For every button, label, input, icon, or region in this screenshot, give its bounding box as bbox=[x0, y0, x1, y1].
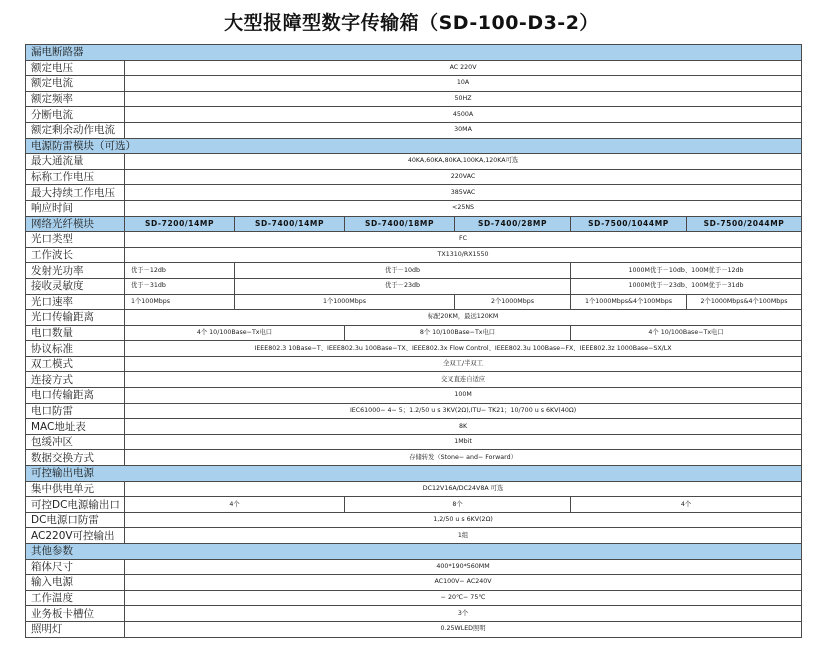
row-label: 最大通流量 bbox=[26, 154, 125, 170]
section-power-output bbox=[26, 466, 802, 482]
table-row bbox=[26, 232, 802, 248]
table-row bbox=[26, 575, 802, 591]
model-header: SD-7200/14MP bbox=[125, 216, 235, 232]
row-value: IEC61000− 4− 5；1.2/50 u s 3KV(2Ω),ITU− TK21；10/700 u s 6KV(40Ω) bbox=[125, 403, 802, 419]
row-value: AC 220V bbox=[125, 60, 802, 76]
row-value: AC100V− AC240V bbox=[125, 575, 802, 591]
row-value: 50HZ bbox=[125, 91, 802, 107]
table-row bbox=[26, 481, 802, 497]
table-row bbox=[26, 263, 802, 279]
row-label: 箱体尺寸 bbox=[26, 559, 125, 575]
section-fiber bbox=[26, 216, 802, 232]
row-value: 1Mbit bbox=[125, 434, 802, 450]
row-value: 4500A bbox=[125, 107, 802, 123]
row-value: 100M bbox=[125, 388, 802, 404]
row-value: <25NS bbox=[125, 200, 802, 216]
row-value: 0.25WLED照明 bbox=[125, 621, 802, 637]
table-row bbox=[26, 60, 802, 76]
row-label: 包缓冲区 bbox=[26, 434, 125, 450]
table-row bbox=[26, 434, 802, 450]
row-label: 响应时间 bbox=[26, 200, 125, 216]
row-label: 连接方式 bbox=[26, 372, 125, 388]
row-value: 40KA,60KA,80KA,100KA,120KA可选 bbox=[125, 154, 802, 170]
page-title: 大型报障型数字传输箱（SD-100-D3-2） bbox=[224, 12, 599, 34]
row-value: 2个1000Mbps bbox=[455, 294, 571, 310]
table-row bbox=[26, 621, 802, 637]
table-row bbox=[26, 200, 802, 216]
row-label: 额定电压 bbox=[26, 60, 125, 76]
table-row bbox=[26, 278, 802, 294]
row-label: 照明灯 bbox=[26, 621, 125, 637]
row-value: 8个 bbox=[345, 497, 571, 513]
row-label: 可控DC电源输出口 bbox=[26, 497, 125, 513]
model-header: SD-7500/1044MP bbox=[571, 216, 687, 232]
table-row bbox=[26, 419, 802, 435]
row-value: DC12V16A/DC24V8A 可选 bbox=[125, 481, 802, 497]
row-value: TX1310/RX1550 bbox=[125, 247, 802, 263]
row-value: 标配20KM，最远120KM bbox=[125, 310, 802, 326]
row-value: 4个 bbox=[571, 497, 802, 513]
table-row bbox=[26, 341, 802, 357]
row-label: 接收灵敏度 bbox=[26, 278, 125, 294]
row-label: 数据交换方式 bbox=[26, 450, 125, 466]
row-label: MAC地址表 bbox=[26, 419, 125, 435]
table-row bbox=[26, 169, 802, 185]
row-value: 1000M优于－23db、100M优于－31db bbox=[571, 278, 802, 294]
row-value: 8K bbox=[125, 419, 802, 435]
row-value: 1个1000Mbps&4个100Mbps bbox=[571, 294, 687, 310]
table-row bbox=[26, 450, 802, 466]
table-row bbox=[26, 606, 802, 622]
table-row bbox=[26, 247, 802, 263]
section-header: 其他参数 bbox=[26, 544, 802, 560]
row-value: 1组 bbox=[125, 528, 802, 544]
section-header: 网络光纤模块 bbox=[26, 216, 125, 232]
table-row bbox=[26, 294, 802, 310]
row-label: 协议标准 bbox=[26, 341, 125, 357]
section-other bbox=[26, 544, 802, 560]
row-label: 业务板卡槽位 bbox=[26, 606, 125, 622]
table-row bbox=[26, 122, 802, 138]
row-label: 电口防雷 bbox=[26, 403, 125, 419]
section-header: 漏电断路器 bbox=[26, 45, 802, 61]
table-row bbox=[26, 590, 802, 606]
table-row bbox=[26, 76, 802, 92]
model-header: SD-7400/28MP bbox=[455, 216, 571, 232]
section-header: 电源防雷模块（可选） bbox=[26, 138, 802, 154]
row-value: 2个1000Mbps&4个100Mbps bbox=[687, 294, 802, 310]
row-label: 集中供电单元 bbox=[26, 481, 125, 497]
row-value: 优于－23db bbox=[235, 278, 571, 294]
table-row bbox=[26, 388, 802, 404]
row-value: 385VAC bbox=[125, 185, 802, 201]
table-row bbox=[26, 310, 802, 326]
model-header: SD-7400/18MP bbox=[345, 216, 455, 232]
model-header: SD-7400/14MP bbox=[235, 216, 345, 232]
row-value: 4个 bbox=[125, 497, 345, 513]
row-value: 1000M优于－10db、100M优于－12db bbox=[571, 263, 802, 279]
row-label: 输入电源 bbox=[26, 575, 125, 591]
row-value: 30MA bbox=[125, 122, 802, 138]
table-row bbox=[26, 559, 802, 575]
row-label: 发射光功率 bbox=[26, 263, 125, 279]
table-row bbox=[26, 325, 802, 341]
row-value: 4个 10/100Base−Tx电口 bbox=[571, 325, 802, 341]
section-header: 可控输出电源 bbox=[26, 466, 802, 482]
model-header: SD-7500/2044MP bbox=[687, 216, 802, 232]
row-label: 光口速率 bbox=[26, 294, 125, 310]
row-value: 优于－10db bbox=[235, 263, 571, 279]
row-value: 优于－31db bbox=[125, 278, 235, 294]
row-label: 最大持续工作电压 bbox=[26, 185, 125, 201]
spec-table bbox=[25, 44, 802, 638]
row-value: 1个1000Mbps bbox=[235, 294, 455, 310]
row-value: 4个 10/100Base−Tx电口 bbox=[125, 325, 345, 341]
row-value: 400*190*560MM bbox=[125, 559, 802, 575]
section-surge bbox=[26, 138, 802, 154]
row-label: 标称工作电压 bbox=[26, 169, 125, 185]
row-label: 双工模式 bbox=[26, 356, 125, 372]
row-label: AC220V可控输出 bbox=[26, 528, 125, 544]
table-row bbox=[26, 403, 802, 419]
table-row bbox=[26, 528, 802, 544]
table-row bbox=[26, 512, 802, 528]
row-value: 220VAC bbox=[125, 169, 802, 185]
table-row bbox=[26, 91, 802, 107]
row-value: FC bbox=[125, 232, 802, 248]
row-value: 优于－12db bbox=[125, 263, 235, 279]
row-label: 额定电流 bbox=[26, 76, 125, 92]
row-value: − 20℃− 75℃ bbox=[125, 590, 802, 606]
row-label: 工作波长 bbox=[26, 247, 125, 263]
row-value: 1个100Mbps bbox=[125, 294, 235, 310]
row-value: 3个 bbox=[125, 606, 802, 622]
row-label: 工作温度 bbox=[26, 590, 125, 606]
row-value: 10A bbox=[125, 76, 802, 92]
row-label: 额定频率 bbox=[26, 91, 125, 107]
table-row bbox=[26, 372, 802, 388]
row-label: 电口传输距离 bbox=[26, 388, 125, 404]
row-label: 额定剩余动作电流 bbox=[26, 122, 125, 138]
row-value: IEEE802.3 10Base−T、IEEE802.3u 100Base−TX、IEEE802.3x Flow Control、IEEE802.3u 100Base−FX、IEEE802.3z 1000Base−SX/LX bbox=[125, 341, 802, 357]
row-label: 光口传输距离 bbox=[26, 310, 125, 326]
row-label: DC电源口防雷 bbox=[26, 512, 125, 528]
row-label: 电口数量 bbox=[26, 325, 125, 341]
table-row bbox=[26, 185, 802, 201]
table-row bbox=[26, 356, 802, 372]
row-value: 存储转发（Stone− and− Forward） bbox=[125, 450, 802, 466]
row-label: 光口类型 bbox=[26, 232, 125, 248]
row-value: 8个 10/100Base−Tx电口 bbox=[345, 325, 571, 341]
section-leakage bbox=[26, 45, 802, 61]
table-row bbox=[26, 497, 802, 513]
table-row bbox=[26, 107, 802, 123]
row-value: 1,2/50 u s 6KV(2Ω) bbox=[125, 512, 802, 528]
table-row bbox=[26, 154, 802, 170]
row-value: 交叉直连自适应 bbox=[125, 372, 802, 388]
row-label: 分断电流 bbox=[26, 107, 125, 123]
row-value: 全双工/半双工 bbox=[125, 356, 802, 372]
